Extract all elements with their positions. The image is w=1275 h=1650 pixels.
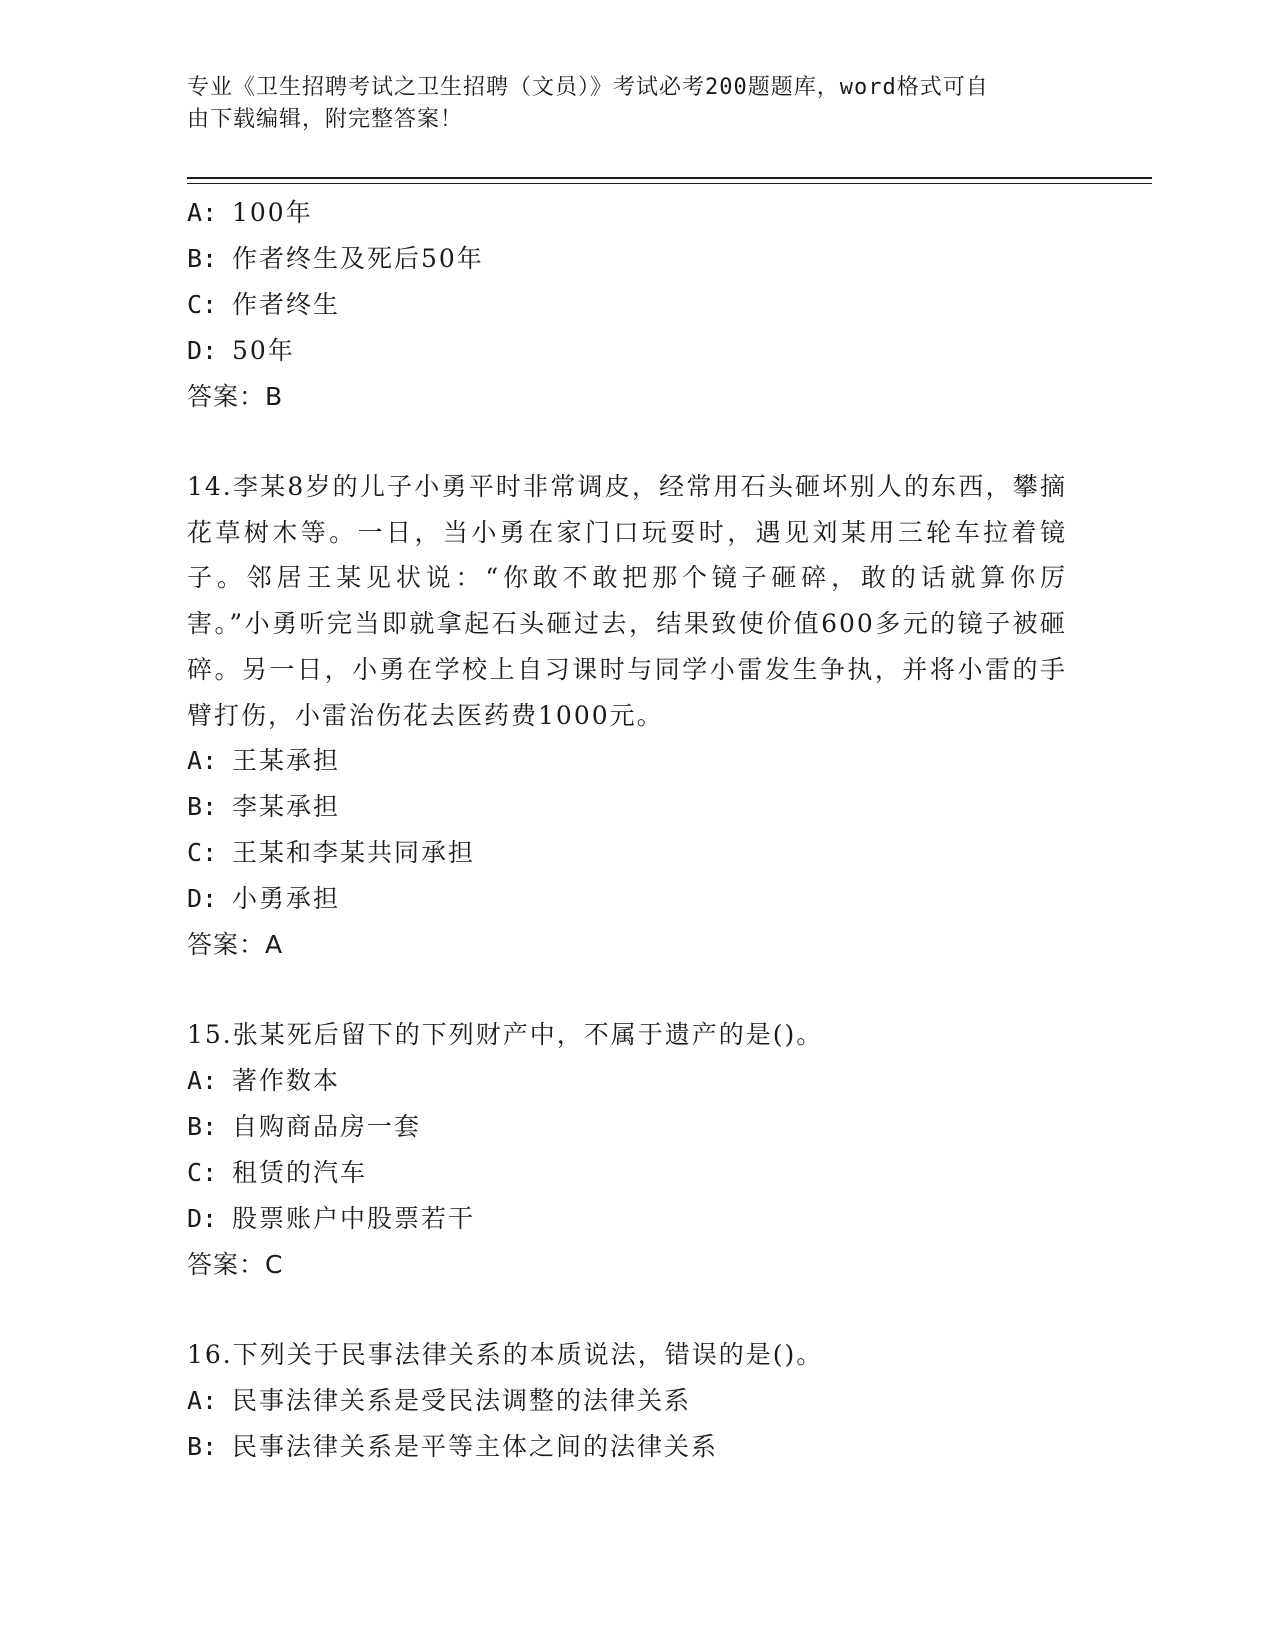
header-divider-thick xyxy=(187,177,1152,179)
option-letter: B: xyxy=(187,244,218,273)
question-15 xyxy=(187,1012,1067,1288)
header-title-line1: 专业《卫生招聘考试之卫生招聘（文员）》考试必考200题题库，word格式可自 xyxy=(187,75,989,100)
option-text: 50年 xyxy=(232,336,295,365)
option-d xyxy=(187,876,1067,922)
option-letter: D: xyxy=(187,336,218,365)
option-text: 民事法律关系是受民法调整的法律关系 xyxy=(232,1385,692,1415)
option-a xyxy=(187,1378,1067,1424)
option-letter: A: xyxy=(187,746,218,776)
option-text: 租赁的汽车 xyxy=(232,1157,368,1187)
question-stem: 16.下列关于民事法律关系的本质说法，错误的是()。 xyxy=(187,1339,824,1369)
option-a xyxy=(187,738,1067,784)
question-14 xyxy=(187,464,1067,968)
option-letter: C: xyxy=(187,838,218,868)
option-letter: B: xyxy=(187,1431,218,1461)
spacer xyxy=(187,1288,1067,1332)
option-c xyxy=(187,830,1067,876)
option-letter: A: xyxy=(187,1385,218,1415)
option-a xyxy=(187,1058,1067,1104)
header-title-line2: 由下载编辑，附完整答案！ xyxy=(187,107,464,132)
option-letter: C: xyxy=(187,1157,218,1187)
option-letter: D: xyxy=(187,1203,218,1233)
option-text: 作者终生及死后50年 xyxy=(232,244,484,273)
option-text: 王某承担 xyxy=(232,746,341,776)
option-d xyxy=(187,1196,1067,1242)
question-stem: 14.李某8岁的儿子小勇平时非常调皮，经常用石头砸坏别人的东西，攀摘花草树木等。一日，当小勇在家门口玩耍时，遇见刘某用三轮车拉着镜子。邻居王某见状说：“你敢不敢把那个镜子砸碎，敢的话就算你厉害。”小勇听完当即就拿起石头砸过去，结果致使价值600多元的镜子被砸碎。另一日，小勇在学校上自习课时与同学小雷发生争执，并将小雷的手臂打伤，小雷治伤花去医药费1000元。 xyxy=(187,472,1067,730)
spacer xyxy=(187,420,1067,464)
document-header xyxy=(187,72,1067,136)
option-letter: B: xyxy=(187,1111,218,1141)
option-letter: A: xyxy=(187,1065,218,1095)
option-letter: A: xyxy=(187,198,218,227)
option-a xyxy=(187,190,1067,236)
option-text: 100年 xyxy=(232,198,313,227)
question-16 xyxy=(187,1332,1067,1470)
option-text: 著作数本 xyxy=(232,1065,341,1095)
answer-line: 答案：A xyxy=(187,930,284,960)
option-text: 自购商品房一套 xyxy=(232,1111,422,1141)
option-b xyxy=(187,1104,1067,1150)
option-b xyxy=(187,784,1067,830)
option-text: 民事法律关系是平等主体之间的法律关系 xyxy=(232,1431,719,1461)
option-b xyxy=(187,1424,1067,1470)
option-text: 王某和李某共同承担 xyxy=(232,838,476,868)
answer-line: 答案：C xyxy=(187,1249,284,1279)
option-text: 作者终生 xyxy=(232,290,341,319)
option-c xyxy=(187,282,1067,328)
option-letter: B: xyxy=(187,792,218,822)
option-b xyxy=(187,236,1067,282)
header-divider-thin xyxy=(187,183,1152,184)
option-letter: D: xyxy=(187,884,218,914)
option-letter: C: xyxy=(187,290,218,319)
question-13 xyxy=(187,190,1067,420)
question-stem: 15.张某死后留下的下列财产中，不属于遗产的是()。 xyxy=(187,1020,824,1050)
option-text: 小勇承担 xyxy=(232,884,341,914)
option-text: 股票账户中股票若干 xyxy=(232,1203,476,1233)
option-c xyxy=(187,1150,1067,1196)
option-d xyxy=(187,328,1067,374)
spacer xyxy=(187,968,1067,1012)
question-list xyxy=(187,190,1067,1470)
option-text: 李某承担 xyxy=(232,792,341,822)
answer-line: 答案：B xyxy=(187,382,284,411)
